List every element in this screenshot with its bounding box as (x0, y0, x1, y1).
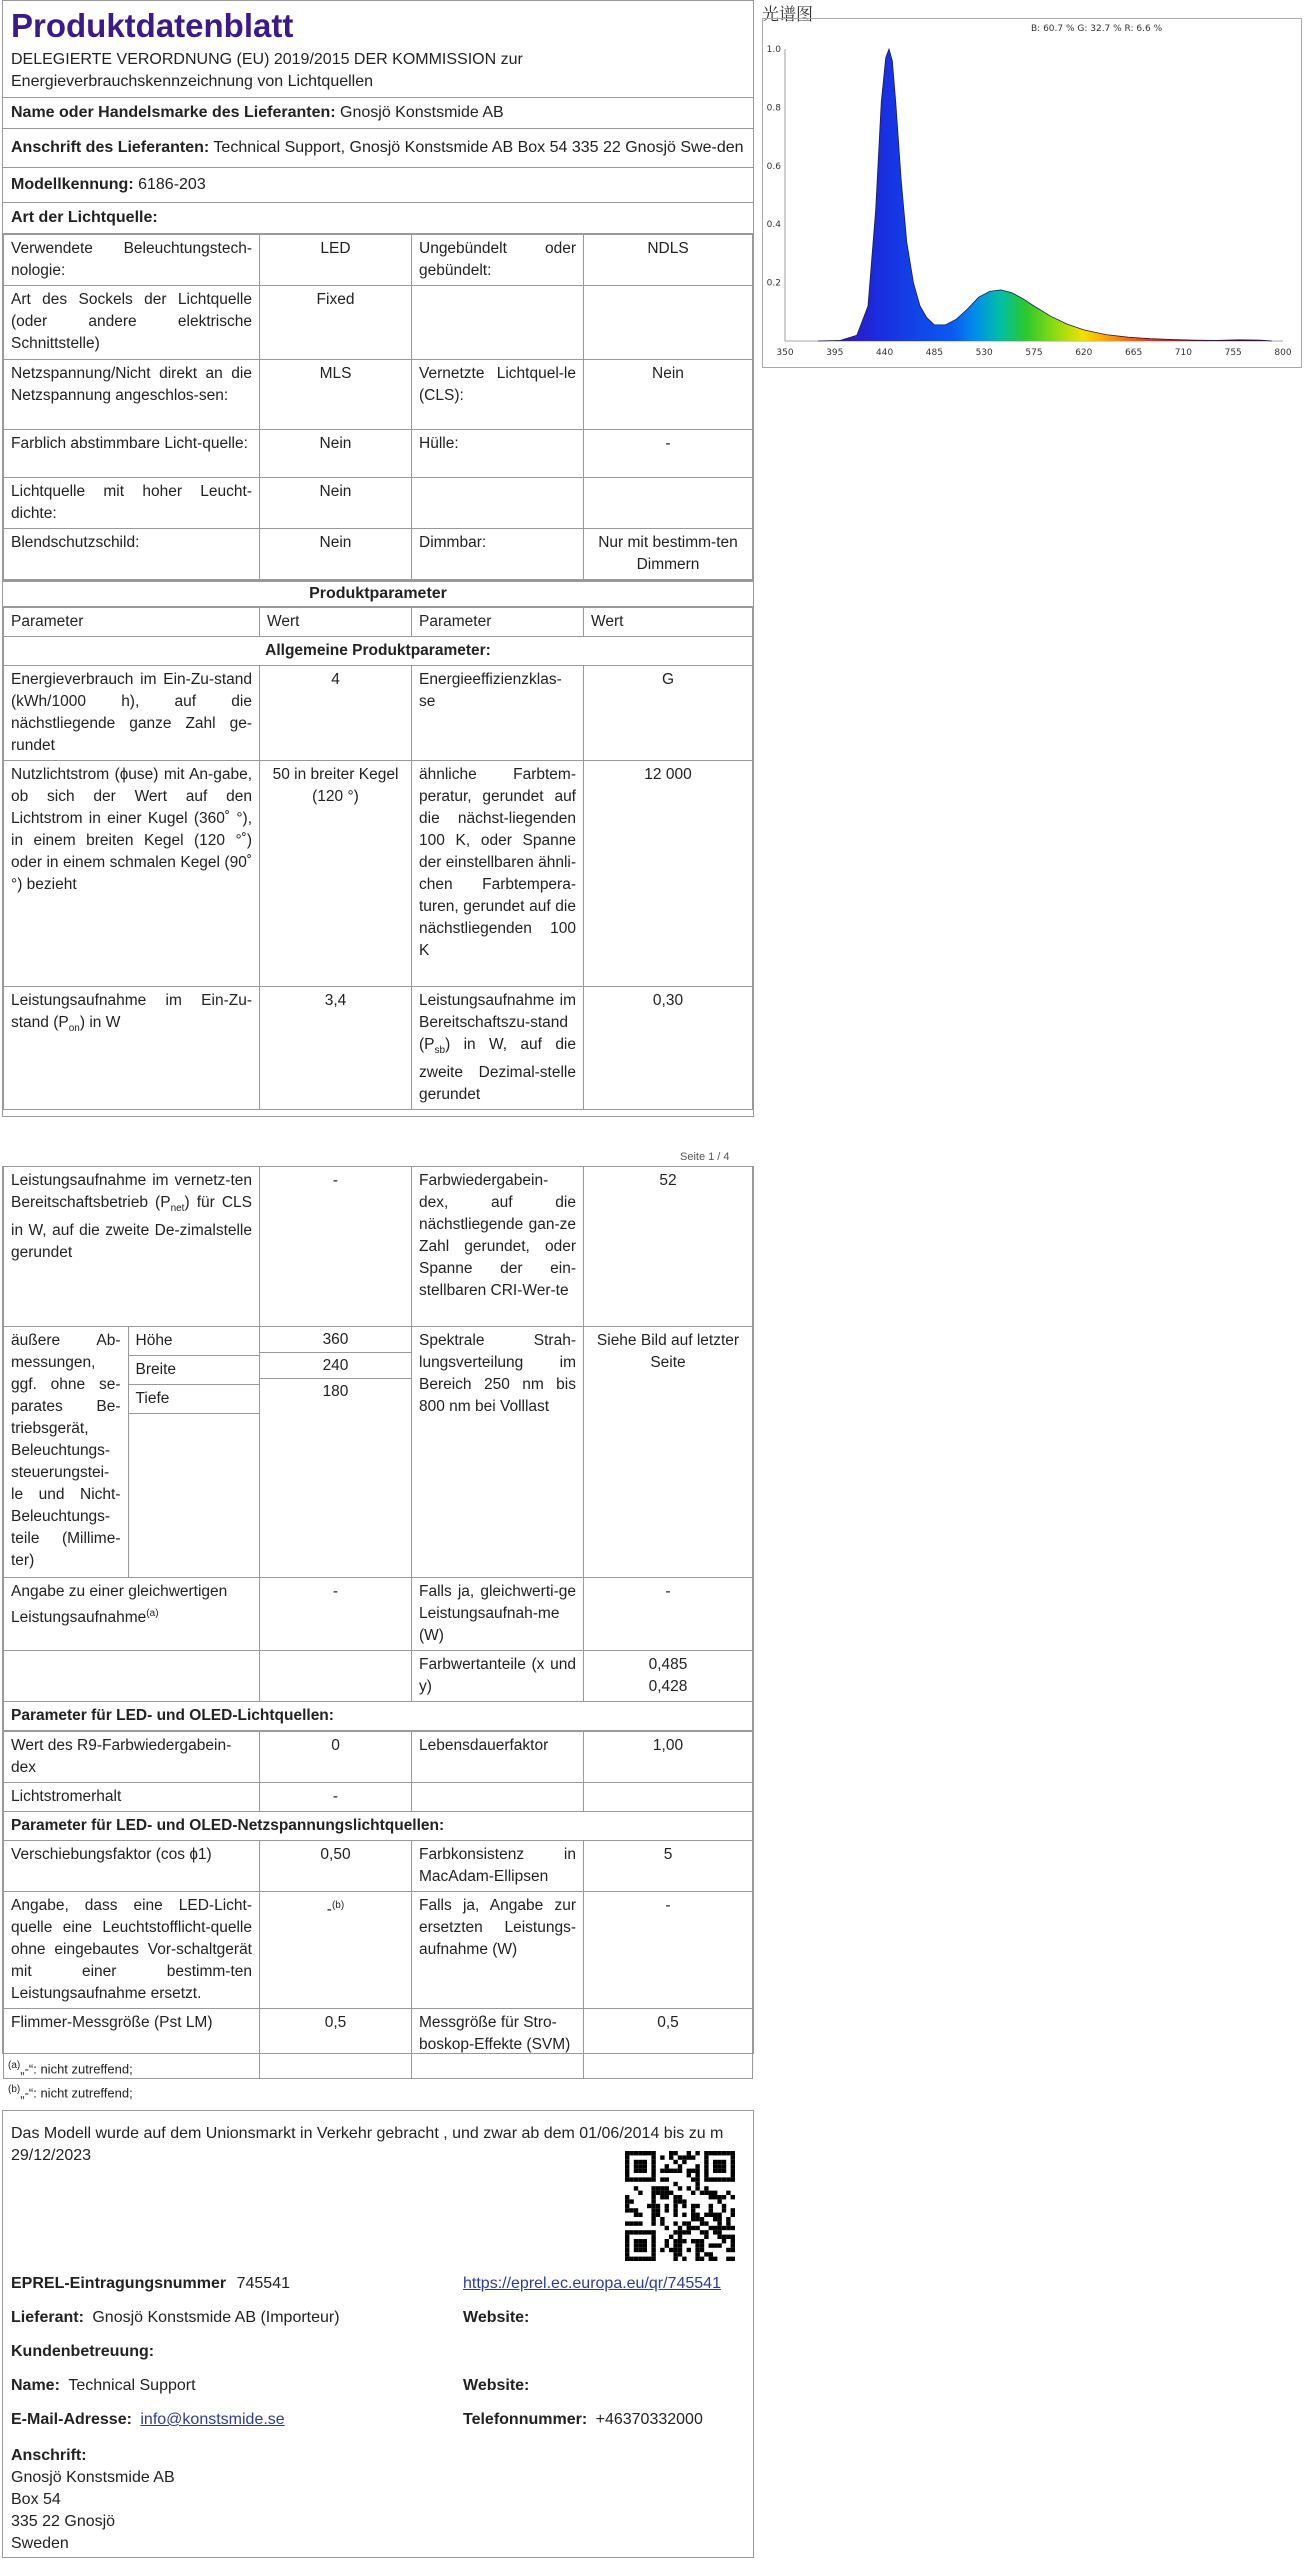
type-label: Farblich abstimmbare Licht-quelle: (4, 430, 260, 478)
type-label: Verwendete Beleuchtungstech-nologie: (4, 235, 260, 286)
type-value: Nur mit bestimm-ten Dimmern (584, 529, 753, 580)
param-header: Parameter (4, 608, 260, 637)
width-value: 240 (260, 1353, 411, 1379)
param-row (4, 1892, 753, 2009)
param-value: - (260, 1783, 412, 1812)
supplier-name-label: Name oder Handelsmarke des Lieferanten: (11, 104, 336, 121)
param-label: Wert des R9-Farbwiedergabein-dex (4, 1731, 260, 1783)
y-tick-label: 0.8 (766, 103, 781, 114)
param-label: Lichtstromerhalt (4, 1783, 260, 1812)
param-value: - (584, 1578, 753, 1651)
type-label: Dimmbar: (412, 529, 584, 580)
address-label: Anschrift: (11, 2447, 87, 2464)
depth-value: 180 (322, 1383, 349, 1400)
empty-cell (412, 1783, 584, 1812)
type-value: Nein (584, 360, 753, 430)
param-label: Farbwiedergabein-dex, auf die nächstliegende gan-ze Zahl gerundet, oder Spanne der ein-stellbaren CRI-Wer-te (412, 1167, 584, 1327)
market-text: Das Modell wurde auf dem Unionsmarkt in Verkehr gebracht , und zwar ab dem 01/06/2014 bis zu m 29/12/2023 (11, 2125, 724, 2164)
footnote-b: $^{(b)}$„-“: nicht zutreffend; (8, 2084, 133, 2101)
contact-name: Technical Support (68, 2377, 196, 2394)
eprel-number: 745541 (236, 2275, 290, 2292)
x-tick-label: 755 (1224, 348, 1242, 358)
param-value: Siehe Bild auf letzter Seite (584, 1327, 753, 1578)
param-row (4, 666, 753, 761)
datasheet-page-1 (2, 0, 754, 1117)
dimensions-label: äußere Ab-messungen, ggf. ohne se-parates Be-triebsgerät, Beleuchtungs-steuerungstei-le und Nicht-Beleuchtungs-teile (Millime-ter) (4, 1327, 128, 1577)
param-value: G (584, 666, 753, 761)
param-label: Spektrale Strah-lungsverteilung im Bereich 250 nm bis 800 nm bei Volllast (412, 1327, 584, 1578)
model-value: 6186-203 (138, 176, 206, 193)
param-row (4, 761, 753, 987)
param-row (4, 1167, 753, 1327)
type-row (4, 235, 753, 286)
dimensions-table (4, 1327, 259, 1577)
param-value: 4 (260, 666, 412, 761)
type-value: Nein (260, 529, 412, 580)
type-value: NDLS (584, 235, 753, 286)
param-value: - (260, 1167, 412, 1327)
supplier-address: Technical Support, Gnosjö Konstsmide AB Box 54 335 22 Gnosjö Swe-den (213, 139, 744, 156)
model-row (3, 168, 753, 203)
param-value: 1,00 (584, 1731, 753, 1783)
led-mains-title-row (4, 1812, 753, 1841)
led-title-row (4, 1702, 753, 1732)
x-tick-label: 665 (1125, 348, 1143, 358)
dimensions-row (4, 1327, 753, 1578)
empty-cell (4, 1651, 260, 1702)
param-label: Leistungsaufnahme im Bereitschaftszu-stand $(P_{sb})$ in W, auf die zweite Dezimal-stelle gerundet (412, 987, 584, 1110)
param-label: Energieverbrauch im Ein-Zu-stand (kWh/1000 h), auf die nächstliegende ganze Zahl ge-rundet (4, 666, 260, 761)
empty-cell (260, 1651, 412, 1702)
type-value: - (584, 430, 753, 478)
param-value: 12 000 (584, 761, 753, 987)
type-label: Ungebündelt oder gebündelt: (412, 235, 584, 286)
type-value (584, 478, 753, 529)
email-link[interactable]: info@konstsmide.se (140, 2411, 285, 2428)
param-value: - (260, 1578, 412, 1651)
param-label: Lebensdauerfaktor (412, 1731, 584, 1783)
param-row (4, 1651, 753, 1702)
dimensions-values (260, 1327, 412, 1578)
lieferant-label: Lieferant: (11, 2309, 84, 2326)
contact-name-label: Name: (11, 2377, 60, 2394)
param-label: ähnliche Farbtem-peratur, gerundet auf die nächst-liegenden 100 K, oder Spanne der einstellbaren ähnli-chen Farbtempera-turen, gerundet auf die nächstliegenden 100 K (412, 761, 584, 987)
light-source-type-title: Art der Lichtquelle: (3, 203, 753, 234)
type-label: Netzspannung/Nicht direkt an die Netzspannung angeschlos-sen: (4, 360, 260, 430)
email-label: E-Mail-Adresse: (11, 2411, 132, 2428)
phone-row (463, 2411, 703, 2429)
param-value: 3,4 (260, 987, 412, 1110)
type-value (584, 286, 753, 360)
type-label: Blendschutzschild: (4, 529, 260, 580)
x-tick-label: 485 (925, 348, 943, 358)
product-params-title: Produktparameter (3, 580, 753, 607)
supplier-name: Gnosjö Konstsmide AB (340, 104, 504, 121)
eprel-link[interactable]: https://eprel.ec.europa.eu/qr/745541 (463, 2275, 721, 2292)
param-label: Leistungsaufnahme im Ein-Zu-stand $(P_{on})$ in W (4, 987, 260, 1110)
x-tick-label: 620 (1075, 348, 1093, 358)
x-tick-label: 800 (1274, 348, 1292, 358)
general-params-title-row (4, 637, 753, 666)
param-row (4, 1731, 753, 1783)
y-tick-label: 0.6 (766, 161, 781, 172)
type-value: Fixed (260, 286, 412, 360)
y-tick-label: 1.0 (766, 45, 781, 55)
phone-value: +46370332000 (595, 2411, 703, 2428)
param-label: Farbkonsistenz in MacAdam-Ellipsen (412, 1841, 584, 1892)
type-row (4, 478, 753, 529)
website-label: Website: (463, 2309, 530, 2326)
type-row (4, 430, 753, 478)
light-source-type-table (3, 234, 753, 580)
x-tick-label: 395 (826, 348, 844, 358)
param-label: Angabe zu einer gleichwertigen Leistungsaufnahme$^{(a)}$ (4, 1578, 260, 1651)
type-label: Art des Sockels der Lichtquelle (oder andere elektrische Schnittstelle) (4, 286, 260, 360)
param-label: Energieeffizienzklas-se (412, 666, 584, 761)
type-row (4, 529, 753, 580)
type-row (4, 286, 753, 360)
y-tick-label: 0.4 (766, 220, 781, 231)
param-header: Parameter (412, 608, 584, 637)
param-label: Falls ja, Angabe zur ersetzten Leistungs-aufnahme (W) (412, 1892, 584, 2009)
x-tick-label: 710 (1174, 348, 1192, 358)
param-value: 52 (584, 1167, 753, 1327)
param-value: 50 in breiter Kegel (120 °) (260, 761, 412, 987)
depth-label: Tiefe (128, 1385, 259, 1414)
spectrum-caption: 光谱图 (762, 5, 813, 25)
contact-name-row (11, 2377, 196, 2395)
param-value: -$^{(b)}$ (260, 1892, 412, 2009)
spectrum-chart-frame (762, 18, 1302, 368)
eprel-row (11, 2275, 290, 2293)
supplier-address-row (3, 129, 753, 168)
param-label: Angabe, dass eine LED-Licht-quelle eine Leuchtstofflicht-quelle ohne eingebautes Vor-schaltgerät mit einer bestimm-ten Leistungsaufnahme ersetzt. (4, 1892, 260, 2009)
lieferant-value: Gnosjö Konstsmide AB (Importeur) (92, 2309, 340, 2326)
param-label: Falls ja, gleichwerti-ge Leistungsaufnah-me (W) (412, 1578, 584, 1651)
general-params-title: Allgemeine Produktparameter: (4, 637, 753, 666)
led-mains-params-title: Parameter für LED- und OLED-Netzspannungslichtquellen: (4, 1812, 753, 1841)
lieferant-row (11, 2309, 340, 2327)
datasheet-page-2 (2, 1166, 754, 2054)
x-tick-label: 350 (776, 348, 794, 358)
param-value: 0,50 (260, 1841, 412, 1892)
params-table-2 (3, 1166, 753, 2079)
param-value: 0,485 0,428 (584, 1651, 753, 1702)
spectrum-area (818, 49, 1272, 341)
regulation-text: DELEGIERTE VERORDNUNG (EU) 2019/2015 DER KOMMISSION zur Energieverbrauchskennzeichnung von Lichtquellen (3, 47, 753, 98)
website2-label: Website: (463, 2377, 530, 2394)
y-tick-label: 0.2 (766, 278, 781, 289)
product-params-table (3, 607, 753, 1110)
email-row (11, 2411, 285, 2429)
type-label: Vernetzte Lichtquel-le (CLS): (412, 360, 584, 430)
supplier-name-row (3, 98, 753, 129)
type-value: LED (260, 235, 412, 286)
param-value: 0,5 (260, 2009, 412, 2079)
x-tick-label: 575 (1025, 348, 1043, 358)
height-value: 360 (260, 1327, 411, 1353)
param-row (4, 1578, 753, 1651)
kundenbetreuung-label: Kundenbetreuung: (11, 2343, 155, 2360)
type-label: Lichtquelle mit hoher Leucht-dichte: (4, 478, 260, 529)
page-title: Produktdatenblatt (11, 7, 294, 44)
type-row (4, 360, 753, 430)
address-line: Sweden (11, 2535, 69, 2552)
address-block (11, 2445, 175, 2555)
param-label: Messgröße für Stro-boskop-Effekte (SVM) (412, 2009, 584, 2079)
dimensions-cell (4, 1327, 260, 1578)
type-label: Hülle: (412, 430, 584, 478)
param-row (4, 987, 753, 1110)
x-tick-label: 530 (975, 348, 993, 358)
eprel-label: EPREL-Eintragungsnummer (11, 2275, 227, 2292)
address-line: Gnosjö Konstsmide AB (11, 2469, 175, 2486)
param-label: Leistungsaufnahme im vernetz-ten Bereitschaftsbetrieb $(P_{net})$ für CLS in W, auf die zweite De-zimalstelle gerundet (4, 1167, 260, 1327)
supplier-info-box (2, 2110, 754, 2558)
address-line: 335 22 Gnosjö (11, 2513, 116, 2530)
param-row (4, 1841, 753, 1892)
param-label: Verschiebungsfaktor (cos ɸ1) (4, 1841, 260, 1892)
param-value: 0,5 (584, 2009, 753, 2079)
param-value: 0,30 (584, 987, 753, 1110)
led-params-title: Parameter für LED- und OLED-Lichtquellen: (4, 1702, 753, 1732)
param-header: Wert (260, 608, 412, 637)
page-number: Seite 1 / 4 (680, 1151, 730, 1163)
empty-cell (584, 1783, 753, 1812)
type-label (412, 286, 584, 360)
supplier-address-label: Anschrift des Lieferanten: (11, 139, 210, 156)
footnote-a: $^{(a)}$„-“: nicht zutreffend; (8, 2060, 133, 2077)
param-label: Flimmer-Messgröße (Pst LM) (4, 2009, 260, 2079)
type-value: Nein (260, 478, 412, 529)
chart-legend-text: B: 60.7 % G: 32.7 % R: 6.6 % (1031, 24, 1163, 34)
width-label: Breite (128, 1356, 259, 1385)
param-label: Farbwertanteile (x und y) (412, 1651, 584, 1702)
dimensions-spacer (128, 1414, 259, 1578)
param-value: - (584, 1892, 753, 2009)
param-header-row (4, 608, 753, 637)
param-header: Wert (584, 608, 753, 637)
type-value: Nein (260, 430, 412, 478)
param-value: 0 (260, 1731, 412, 1783)
height-label: Höhe (128, 1327, 259, 1356)
qr-code[interactable] (625, 2151, 735, 2261)
address-line: Box 54 (11, 2491, 61, 2508)
spectrum-chart (763, 19, 1301, 367)
param-value: 5 (584, 1841, 753, 1892)
model-label: Modellkennung: (11, 176, 134, 193)
phone-label: Telefonnummer: (463, 2411, 588, 2428)
type-label (412, 478, 584, 529)
x-tick-label: 440 (876, 348, 894, 358)
type-value: MLS (260, 360, 412, 430)
param-row (4, 1783, 753, 1812)
param-label: Nutzlichtstrom (ɸuse) mit An-gabe, ob sich der Wert auf den Lichtstrom in einer Kugel (360˚ °), in einem breiten Kegel (120 °˚) oder in einem schmalen Kegel (90˚ °) bezieht (4, 761, 260, 987)
